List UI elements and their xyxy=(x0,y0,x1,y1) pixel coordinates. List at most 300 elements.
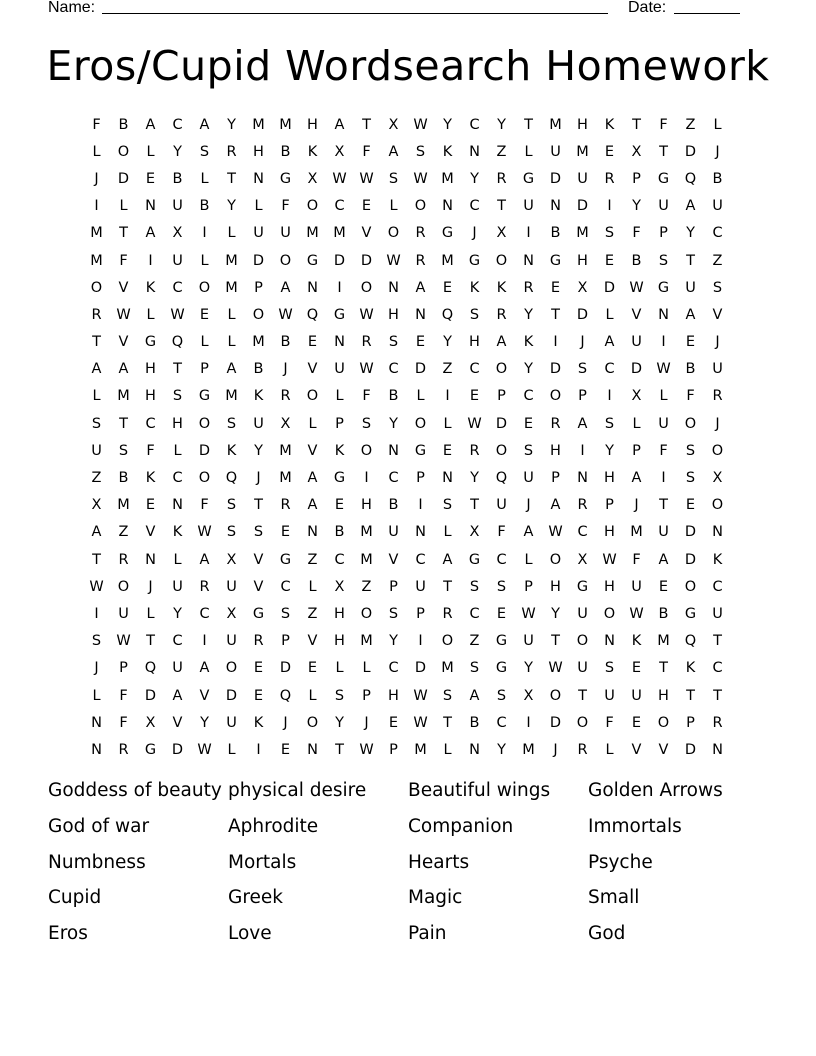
date-label: Date: xyxy=(628,0,667,16)
grid-letter: R xyxy=(577,497,588,514)
grid-letter: T xyxy=(713,633,722,650)
grid-letter: C xyxy=(199,605,210,622)
grid-letter: V xyxy=(118,334,129,351)
grid-letter: T xyxy=(254,497,263,514)
grid-letter: M xyxy=(117,388,130,405)
grid-letter: U xyxy=(415,578,426,595)
grid-letter: R xyxy=(118,551,129,568)
grid-letter: P xyxy=(524,578,533,595)
grid-letter: J xyxy=(715,334,720,351)
grid-letter: L xyxy=(146,143,155,160)
grid-letter: Q xyxy=(225,470,238,487)
grid-letter: P xyxy=(551,470,560,487)
grid-letter: N xyxy=(307,524,318,541)
grid-letter: U xyxy=(253,225,264,242)
grid-letter: M xyxy=(657,633,670,650)
grid-letter: M xyxy=(252,116,265,133)
grid-letter: M xyxy=(360,633,373,650)
grid-letter: C xyxy=(388,470,399,487)
grid-letter: E xyxy=(550,279,561,296)
grid-letter: D xyxy=(630,361,643,378)
grid-letter: I xyxy=(580,442,585,459)
grid-letter: Y xyxy=(173,605,182,622)
grid-letter: S xyxy=(199,143,210,160)
grid-letter: L xyxy=(335,388,344,405)
grid-letter: A xyxy=(496,334,507,351)
grid-letter: P xyxy=(362,687,371,704)
grid-letter: O xyxy=(198,415,211,432)
grid-letter: D xyxy=(414,660,427,677)
grid-letter: J xyxy=(283,714,288,731)
grid-letter: N xyxy=(469,741,480,758)
grid-letter: T xyxy=(497,198,506,215)
grid-letter: O xyxy=(657,714,670,731)
grid-letter: T xyxy=(92,551,101,568)
grid-letter: R xyxy=(496,170,507,187)
grid-letter: K xyxy=(523,334,534,351)
grid-letter: J xyxy=(580,334,585,351)
grid-letter: G xyxy=(495,633,508,650)
grid-letter: J xyxy=(94,170,99,187)
grid-letter: T xyxy=(119,415,128,432)
grid-letter: Y xyxy=(551,605,560,622)
grid-letter: O xyxy=(684,578,697,595)
grid-letter: E xyxy=(199,306,210,323)
grid-letter: N xyxy=(253,170,264,187)
grid-letter: N xyxy=(415,306,426,323)
grid-letter: M xyxy=(90,252,103,269)
grid-letter: R xyxy=(226,143,237,160)
grid-letter: W xyxy=(359,170,374,187)
grid-letter: S xyxy=(442,687,453,704)
grid-letter: X xyxy=(334,143,345,160)
grid-letter: H xyxy=(361,497,372,514)
grid-letter: I xyxy=(148,252,153,269)
grid-letter: U xyxy=(253,415,264,432)
grid-letter: U xyxy=(577,170,588,187)
grid-letter: R xyxy=(415,252,426,269)
grid-letter: T xyxy=(443,714,452,731)
grid-letter: A xyxy=(388,143,399,160)
grid-letter: U xyxy=(631,578,642,595)
grid-letter: X xyxy=(577,551,588,568)
grid-letter: L xyxy=(389,198,398,215)
grid-letter: E xyxy=(442,279,453,296)
grid-letter: G xyxy=(252,605,265,622)
grid-letter: M xyxy=(576,225,589,242)
grid-letter: C xyxy=(334,198,345,215)
grid-letter: K xyxy=(172,524,183,541)
grid-letter: J xyxy=(94,660,99,677)
grid-letter: R xyxy=(361,334,372,351)
grid-letter: H xyxy=(253,143,264,160)
grid-letter: Q xyxy=(495,470,508,487)
grid-letter: C xyxy=(469,361,480,378)
grid-letter: I xyxy=(607,388,612,405)
grid-letter: P xyxy=(605,497,614,514)
word-list-item: Small xyxy=(588,887,640,909)
grid-letter: H xyxy=(577,116,588,133)
grid-letter: X xyxy=(469,524,480,541)
grid-letter: N xyxy=(604,633,615,650)
grid-letter: K xyxy=(253,388,264,405)
grid-letter: C xyxy=(172,633,183,650)
grid-letter: U xyxy=(577,660,588,677)
grid-letter: P xyxy=(686,714,695,731)
grid-letter: S xyxy=(577,361,588,378)
grid-letter: L xyxy=(227,334,236,351)
grid-letter: G xyxy=(576,578,589,595)
grid-letter: R xyxy=(469,442,480,459)
grid-letter: N xyxy=(658,306,669,323)
grid-letter: M xyxy=(225,279,238,296)
grid-letter: R xyxy=(253,633,264,650)
word-list-item: Hearts xyxy=(408,851,470,873)
grid-letter: A xyxy=(118,361,129,378)
grid-letter: T xyxy=(659,497,668,514)
grid-letter: Z xyxy=(496,143,507,160)
grid-letter: Z xyxy=(712,252,723,269)
grid-letter: S xyxy=(334,687,345,704)
grid-letter: J xyxy=(526,497,531,514)
grid-letter: W xyxy=(602,551,617,568)
grid-letter: N xyxy=(550,198,561,215)
grid-letter: O xyxy=(549,687,562,704)
grid-letter: R xyxy=(550,415,561,432)
grid-letter: S xyxy=(604,225,615,242)
grid-letter: M xyxy=(252,334,265,351)
grid-letter: U xyxy=(523,198,534,215)
grid-letter: C xyxy=(469,116,480,133)
grid-letter: P xyxy=(119,660,128,677)
grid-letter: J xyxy=(634,497,639,514)
grid-letter: M xyxy=(522,741,535,758)
grid-letter: S xyxy=(415,143,426,160)
grid-letter: P xyxy=(389,741,398,758)
grid-letter: D xyxy=(360,252,373,269)
grid-letter: Z xyxy=(442,361,453,378)
grid-letter: Y xyxy=(470,170,479,187)
grid-letter: O xyxy=(306,198,319,215)
grid-letter: H xyxy=(145,361,156,378)
grid-letter: G xyxy=(522,170,535,187)
grid-letter: A xyxy=(604,334,615,351)
grid-letter: X xyxy=(496,225,507,242)
grid-letter: L xyxy=(308,687,317,704)
grid-letter: U xyxy=(388,524,399,541)
grid-letter: H xyxy=(604,578,615,595)
grid-letter: J xyxy=(256,470,261,487)
grid-letter: P xyxy=(200,361,209,378)
grid-letter: V xyxy=(253,551,264,568)
grid-letter: A xyxy=(685,306,696,323)
grid-letter: L xyxy=(713,116,722,133)
grid-letter: T xyxy=(335,741,344,758)
name-blank-line xyxy=(102,0,608,14)
grid-letter: A xyxy=(550,497,561,514)
grid-letter: A xyxy=(469,687,480,704)
word-list-item: physical desire xyxy=(228,780,367,801)
grid-letter: Y xyxy=(227,198,236,215)
grid-letter: N xyxy=(91,741,102,758)
grid-letter: X xyxy=(388,116,399,133)
grid-letter: U xyxy=(712,361,723,378)
grid-letter: Y xyxy=(632,198,641,215)
grid-letter: J xyxy=(148,578,153,595)
grid-letter: O xyxy=(252,306,265,323)
grid-letter: H xyxy=(604,470,615,487)
grid-letter: W xyxy=(116,306,131,323)
grid-letter: I xyxy=(418,633,423,650)
grid-letter: S xyxy=(388,605,399,622)
grid-letter: U xyxy=(91,442,102,459)
grid-letter: U xyxy=(577,605,588,622)
grid-letter: O xyxy=(576,714,589,731)
grid-letter: L xyxy=(200,252,209,269)
grid-letter: E xyxy=(469,388,480,405)
grid-letter: D xyxy=(117,170,130,187)
grid-letter: S xyxy=(604,415,615,432)
grid-letter: B xyxy=(658,605,669,622)
grid-letter: I xyxy=(418,497,423,514)
grid-letter: A xyxy=(307,497,318,514)
grid-letter: F xyxy=(362,143,371,160)
grid-letter: S xyxy=(361,415,372,432)
grid-letter: N xyxy=(307,279,318,296)
grid-letter: D xyxy=(549,170,562,187)
grid-letter: P xyxy=(416,605,425,622)
grid-letter: Y xyxy=(497,741,506,758)
grid-letter: S xyxy=(442,497,453,514)
grid-letter: A xyxy=(442,551,453,568)
grid-letter: G xyxy=(279,170,292,187)
grid-letter: A xyxy=(631,470,642,487)
grid-letter: R xyxy=(280,388,291,405)
grid-letter: L xyxy=(92,143,101,160)
grid-letter: J xyxy=(472,225,477,242)
grid-letter: E xyxy=(631,660,642,677)
grid-letter: T xyxy=(524,116,533,133)
grid-letter: X xyxy=(226,551,237,568)
grid-letter: U xyxy=(631,687,642,704)
grid-letter: H xyxy=(388,306,399,323)
grid-letter: P xyxy=(632,170,641,187)
grid-letter: I xyxy=(445,388,450,405)
grid-letter: A xyxy=(145,225,156,242)
grid-letter: O xyxy=(495,361,508,378)
grid-letter: A xyxy=(280,279,291,296)
grid-letter: E xyxy=(415,334,426,351)
grid-letter: L xyxy=(254,198,263,215)
grid-letter: D xyxy=(333,252,346,269)
grid-letter: E xyxy=(685,334,696,351)
grid-letter: K xyxy=(685,660,696,677)
grid-letter: X xyxy=(91,497,102,514)
grid-letter: O xyxy=(441,633,454,650)
grid-letter: C xyxy=(496,714,507,731)
grid-letter: Y xyxy=(335,714,344,731)
word-list-item: Numbness xyxy=(48,851,146,873)
grid-letter: O xyxy=(414,415,427,432)
grid-letter: W xyxy=(197,741,212,758)
grid-letter: I xyxy=(661,334,666,351)
grid-letter: E xyxy=(658,578,669,595)
grid-letter: U xyxy=(226,578,237,595)
grid-letter: S xyxy=(712,279,723,296)
word-list-item: Goddess of beauty xyxy=(48,780,222,801)
letter-grid xyxy=(83,111,731,764)
grid-letter: R xyxy=(712,714,723,731)
grid-letter: O xyxy=(360,279,373,296)
grid-letter: L xyxy=(227,225,236,242)
grid-letter: S xyxy=(226,415,237,432)
grid-letter: G xyxy=(144,741,157,758)
grid-letter: V xyxy=(307,361,318,378)
grid-letter: U xyxy=(523,633,534,650)
grid-letter: C xyxy=(712,225,723,242)
grid-letter: Y xyxy=(227,116,236,133)
grid-letter: E xyxy=(496,605,507,622)
grid-letter: O xyxy=(198,279,211,296)
grid-letter: B xyxy=(280,143,291,160)
grid-letter: G xyxy=(657,170,670,187)
grid-letter: J xyxy=(715,415,720,432)
grid-letter: Y xyxy=(254,442,263,459)
grid-letter: D xyxy=(171,741,184,758)
grid-letter: G xyxy=(333,470,346,487)
grid-letter: F xyxy=(146,442,155,459)
grid-letter: N xyxy=(712,741,723,758)
grid-letter: V xyxy=(388,551,399,568)
grid-letter: H xyxy=(550,442,561,459)
grid-letter: H xyxy=(334,605,345,622)
grid-letter: M xyxy=(576,143,589,160)
grid-letter: D xyxy=(279,660,292,677)
grid-letter: U xyxy=(496,497,507,514)
grid-letter: C xyxy=(577,524,588,541)
grid-letter: E xyxy=(604,143,615,160)
word-list-item: Beautiful wings xyxy=(408,780,551,801)
grid-letter: E xyxy=(442,442,453,459)
grid-letter: W xyxy=(656,361,671,378)
grid-letter: C xyxy=(523,388,534,405)
grid-letter: D xyxy=(684,524,697,541)
grid-letter: F xyxy=(92,116,101,133)
word-list-item: Love xyxy=(228,923,272,945)
grid-letter: D xyxy=(144,687,157,704)
grid-letter: C xyxy=(172,279,183,296)
grid-letter: E xyxy=(388,714,399,731)
word-list-item: God xyxy=(588,923,626,945)
grid-letter: T xyxy=(659,660,668,677)
grid-letter: O xyxy=(495,442,508,459)
grid-letter: Z xyxy=(91,470,102,487)
grid-letter: T xyxy=(713,687,722,704)
grid-letter: T xyxy=(146,633,155,650)
grid-letter: G xyxy=(468,551,481,568)
grid-letter: B xyxy=(118,470,129,487)
grid-letter: E xyxy=(361,198,372,215)
grid-letter: B xyxy=(388,388,399,405)
grid-letter: H xyxy=(469,334,480,351)
grid-letter: U xyxy=(172,578,183,595)
grid-letter: A xyxy=(577,415,588,432)
grid-letter: N xyxy=(91,714,102,731)
grid-letter: W xyxy=(116,633,131,650)
grid-letter: D xyxy=(549,361,562,378)
grid-letter: C xyxy=(145,415,156,432)
grid-letter: X xyxy=(280,415,291,432)
grid-letter: T xyxy=(443,578,452,595)
grid-letter: U xyxy=(604,687,615,704)
grid-letter: X xyxy=(712,470,723,487)
grid-letter: D xyxy=(576,306,589,323)
grid-letter: E xyxy=(307,334,318,351)
grid-letter: D xyxy=(576,198,589,215)
grid-letter: C xyxy=(415,551,426,568)
grid-letter: C xyxy=(712,660,723,677)
grid-letter: H xyxy=(604,524,615,541)
grid-letter: F xyxy=(119,252,128,269)
grid-letter: B xyxy=(172,170,183,187)
grid-letter: J xyxy=(283,361,288,378)
grid-letter: T xyxy=(119,225,128,242)
grid-letter: Q xyxy=(144,660,157,677)
grid-letter: C xyxy=(469,198,480,215)
grid-letter: F xyxy=(200,497,209,514)
grid-letter: W xyxy=(629,279,644,296)
grid-letter: B xyxy=(388,497,399,514)
grid-letter: O xyxy=(225,660,238,677)
grid-letter: W xyxy=(332,170,347,187)
grid-letter: S xyxy=(469,306,480,323)
grid-letter: H xyxy=(172,415,183,432)
grid-letter: W xyxy=(413,687,428,704)
grid-letter: Q xyxy=(306,306,319,323)
grid-letter: O xyxy=(279,252,292,269)
grid-letter: S xyxy=(280,605,291,622)
grid-letter: D xyxy=(549,714,562,731)
grid-letter: W xyxy=(386,252,401,269)
grid-letter: I xyxy=(364,470,369,487)
grid-letter: M xyxy=(279,470,292,487)
grid-letter: N xyxy=(577,470,588,487)
grid-letter: L xyxy=(308,415,317,432)
grid-letter: U xyxy=(712,198,723,215)
grid-letter: S xyxy=(604,660,615,677)
grid-letter: L xyxy=(632,415,641,432)
page-title: Eros/Cupid Wordsearch Homework xyxy=(46,42,770,90)
grid-letter: O xyxy=(90,279,103,296)
grid-letter: K xyxy=(145,470,156,487)
grid-letter: L xyxy=(92,388,101,405)
grid-letter: D xyxy=(252,252,265,269)
grid-letter: N xyxy=(469,143,480,160)
word-list-item: God of war xyxy=(48,815,150,837)
grid-letter: E xyxy=(253,687,264,704)
grid-letter: R xyxy=(118,741,129,758)
grid-letter: U xyxy=(172,198,183,215)
grid-letter: U xyxy=(658,415,669,432)
grid-letter: M xyxy=(90,225,103,242)
grid-letter: V xyxy=(172,714,183,731)
grid-letter: I xyxy=(526,714,531,731)
grid-letter: U xyxy=(712,605,723,622)
grid-letter: T xyxy=(659,143,668,160)
grid-letter: E xyxy=(145,497,156,514)
word-list-item: Cupid xyxy=(48,887,102,909)
grid-letter: V xyxy=(118,279,129,296)
